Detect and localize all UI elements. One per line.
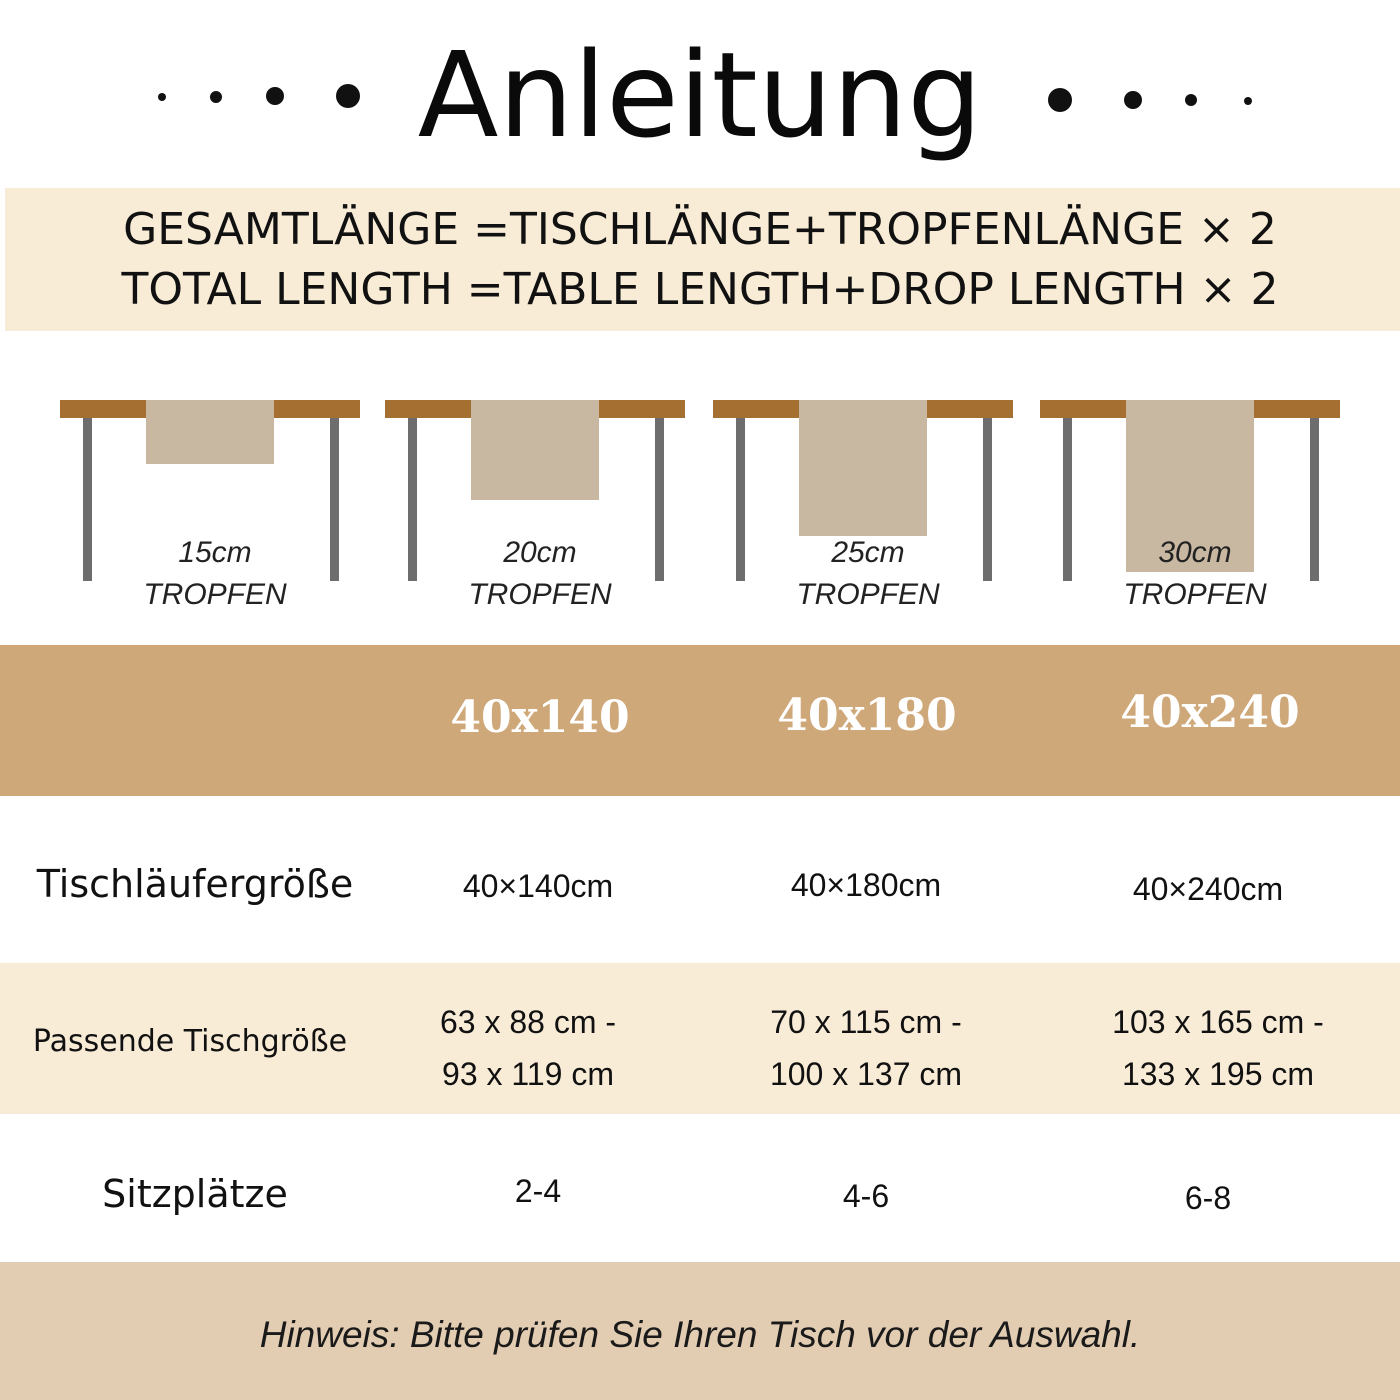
runner-size-cell: 40×240cm [1132,871,1284,907]
drop-label [415,532,665,616]
note-text: Hinweis: Bitte prüfen Sie Ihren Tisch vor der Auswahl. [259,1314,1141,1355]
decorative-dot [1124,91,1142,109]
size-heading: 40x240 [1120,687,1300,738]
table-size-max: 100 x 137 cm [769,1056,963,1092]
runner-drop [146,400,274,464]
table-size-min: 103 x 165 cm - [1112,1004,1324,1040]
decorative-dot [210,91,222,103]
seats-cell: 4-6 [842,1178,890,1214]
seats-cell: 2-4 [514,1173,562,1209]
page-title: Anleitung [417,26,983,164]
seats-cell: 6-8 [1184,1180,1232,1216]
decorative-dot [1048,88,1072,112]
drop-value: 25cm [831,536,905,569]
drop-word: TROPFEN [796,578,940,611]
drop-word: TROPFEN [1123,578,1267,611]
table-size-min: 70 x 115 cm - [770,1004,962,1040]
decorative-dot [1185,94,1197,106]
table-size-min: 63 x 88 cm - [439,1004,617,1040]
drop-value: 20cm [503,536,577,569]
drop-word: TROPFEN [468,578,612,611]
row-label-seats: Sitzplätze [102,1172,288,1216]
decorative-dot [158,93,166,101]
drop-label [90,532,340,616]
size-heading: 40x180 [777,690,957,741]
runner-size-cell: 40×140cm [462,868,614,904]
table-size-cell [696,996,1036,1100]
runner-drop [799,400,927,536]
drop-value: 30cm [1158,536,1232,569]
table-size-max: 133 x 195 cm [1121,1056,1315,1092]
formula-english: TOTAL LENGTH =TABLE LENGTH+DROP LENGTH × 2 [121,264,1279,315]
row-label-runner-size: Tischläufergröße [36,862,354,906]
runner-drop [471,400,599,500]
size-heading: 40x140 [450,692,630,743]
runner-size-cell: 40×180cm [790,867,942,903]
row-label-table-size: Passende Tischgröße [32,1024,348,1059]
drop-value: 15cm [178,536,252,569]
decorative-dot [336,84,360,108]
decorative-dot [266,87,284,105]
table-size-cell [1048,996,1388,1100]
formula-german: GESAMTLÄNGE =TISCHLÄNGE+TROPFENLÄNGE × 2 [123,204,1277,255]
drop-label [1070,532,1320,616]
drop-word: TROPFEN [143,578,287,611]
decorative-dot [1244,97,1252,105]
table-size-max: 93 x 119 cm [442,1056,614,1092]
table-size-cell [358,996,698,1100]
drop-label [743,532,993,616]
